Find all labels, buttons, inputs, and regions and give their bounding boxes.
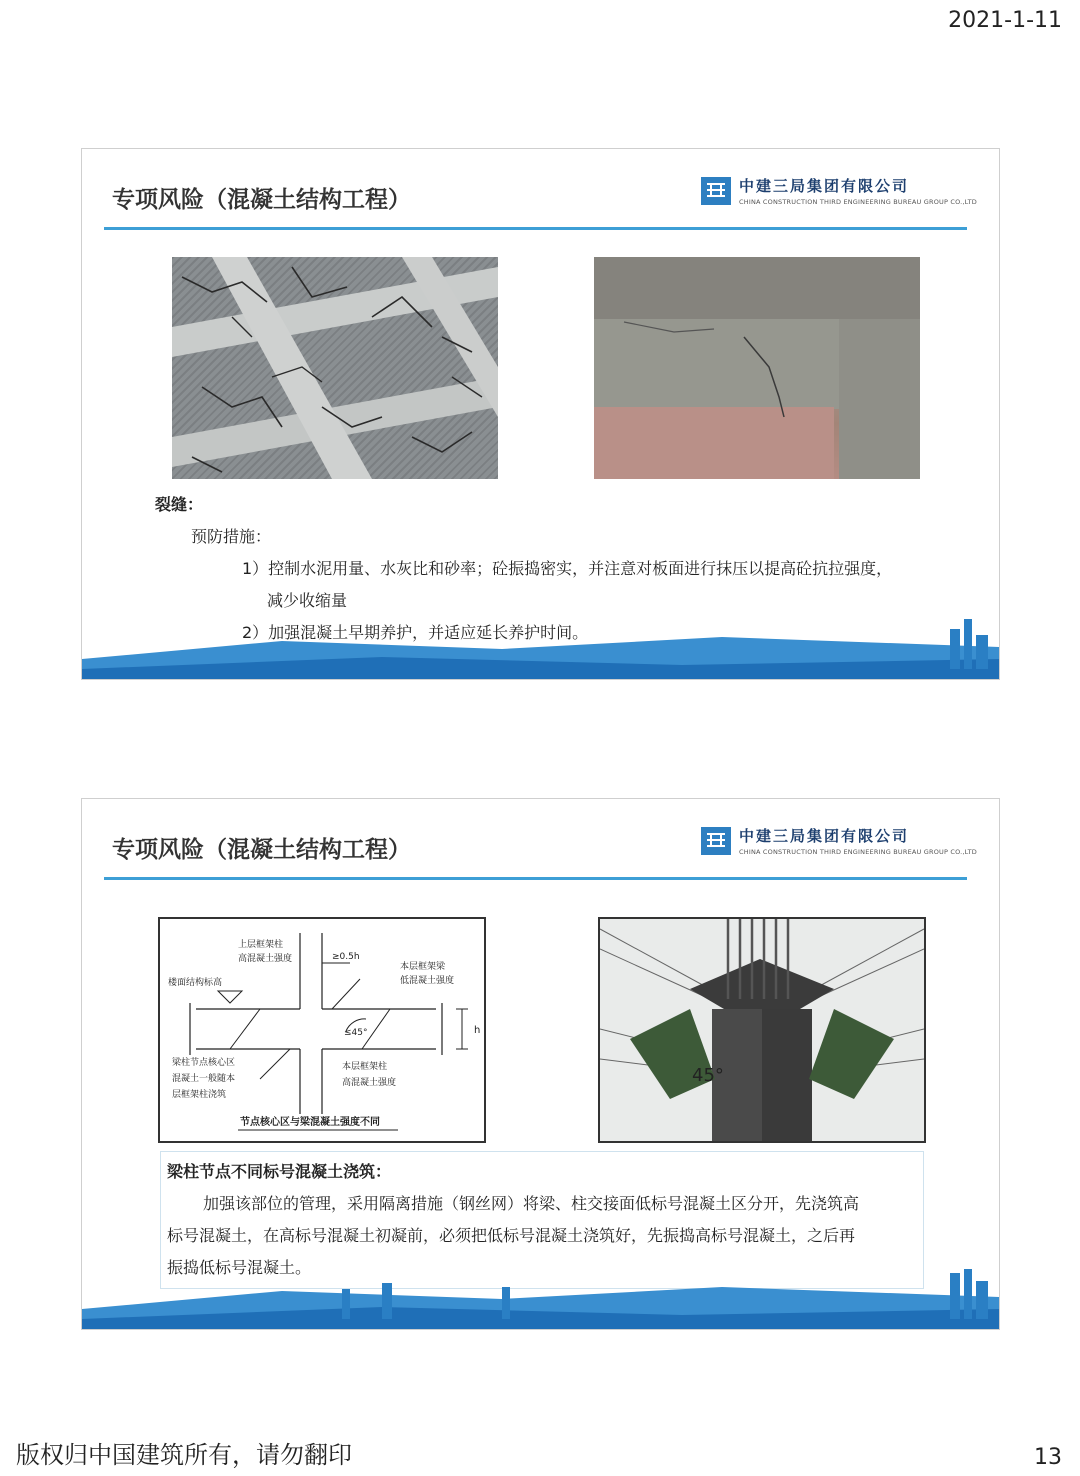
measure-item-2: 2）加强混凝土早期养护，并适应延长养护时间。 bbox=[242, 623, 589, 642]
logo-cn: 中建三局集团有限公司 bbox=[739, 827, 910, 845]
dimension-label: ≥0.5h bbox=[332, 952, 360, 962]
column-label: 本层框架柱 bbox=[342, 1062, 388, 1072]
slide-title: 专项风险（混凝土结构工程） bbox=[112, 837, 411, 863]
measure-item-1: 1）控制水泥用量、水灰比和砂率；砼振捣密实，并注意对板面进行抹压以提高砼抗拉强度， bbox=[242, 559, 893, 578]
title-rule bbox=[104, 227, 967, 230]
logo-en: CHINA CONSTRUCTION THIRD ENGINEERING BUREAU GROUP CO.,LTD bbox=[739, 848, 977, 856]
slide-title: 专项风险（混凝土结构工程） bbox=[112, 187, 411, 213]
slide-2 bbox=[81, 798, 1000, 1330]
joint-paragraph-line-2: 标号混凝土，在高标号混凝土初凝前，必须把低标号混凝土浇筑好，先振捣高标号混凝土，之后再 bbox=[167, 1226, 856, 1245]
page-date: 2021-1-11 bbox=[948, 8, 1062, 33]
cscec-logo-icon bbox=[701, 177, 731, 205]
core-zone-label-2: 混凝土一般随本 bbox=[172, 1074, 236, 1084]
crack-beam-photo bbox=[594, 257, 920, 479]
page-number: 13 bbox=[1034, 1445, 1062, 1470]
render-angle-label: 45° bbox=[692, 1065, 724, 1086]
crack-heading: 裂缝： bbox=[155, 495, 204, 514]
upper-column-label: 上层框架柱 bbox=[238, 940, 284, 950]
prevention-label: 预防措施： bbox=[191, 527, 272, 546]
upper-column-sub-label: 高混凝土强度 bbox=[238, 954, 293, 964]
beam-sub-label: 低混凝土强度 bbox=[400, 976, 455, 986]
angle-label: ≤45° bbox=[344, 1028, 368, 1038]
joint-heading: 梁柱节点不同标号混凝土浇筑： bbox=[167, 1162, 392, 1181]
floor-elevation-label: 楼面结构标高 bbox=[168, 978, 223, 988]
core-zone-label-1: 梁柱节点核心区 bbox=[172, 1058, 236, 1068]
company-logo bbox=[701, 175, 977, 206]
logo-cn: 中建三局集团有限公司 bbox=[739, 177, 910, 195]
slide-1 bbox=[81, 148, 1000, 680]
title-rule bbox=[104, 877, 967, 880]
core-zone-label-3: 层框架柱浇筑 bbox=[172, 1090, 227, 1100]
logo-en: CHINA CONSTRUCTION THIRD ENGINEERING BUREAU GROUP CO.,LTD bbox=[739, 198, 977, 206]
cscec-logo-icon bbox=[701, 827, 731, 855]
measure-item-1-cont: 减少收缩量 bbox=[267, 591, 348, 610]
joint-paragraph-line-1: 加强该部位的管理，采用隔离措施（钢丝网）将梁、柱交接面低标号混凝土区分开，先浇筑高 bbox=[203, 1194, 860, 1213]
city-skyline-band bbox=[82, 1269, 999, 1329]
joint-3d-render bbox=[598, 917, 926, 1143]
column-sub-label: 高混凝土强度 bbox=[342, 1078, 397, 1088]
copyright-notice: 版权归中国建筑所有，请勿翻印 bbox=[16, 1441, 352, 1469]
crack-ceiling-photo bbox=[172, 257, 498, 479]
city-skyline-band bbox=[82, 619, 999, 679]
company-logo bbox=[701, 825, 977, 856]
diagram-caption: 节点核心区与梁混凝土强度不同 bbox=[240, 1117, 380, 1128]
joint-paragraph-line-3: 振捣低标号混凝土。 bbox=[167, 1258, 312, 1277]
beam-label: 本层框架梁 bbox=[400, 962, 446, 972]
height-label: h bbox=[474, 1025, 481, 1036]
joint-diagram bbox=[158, 917, 486, 1143]
